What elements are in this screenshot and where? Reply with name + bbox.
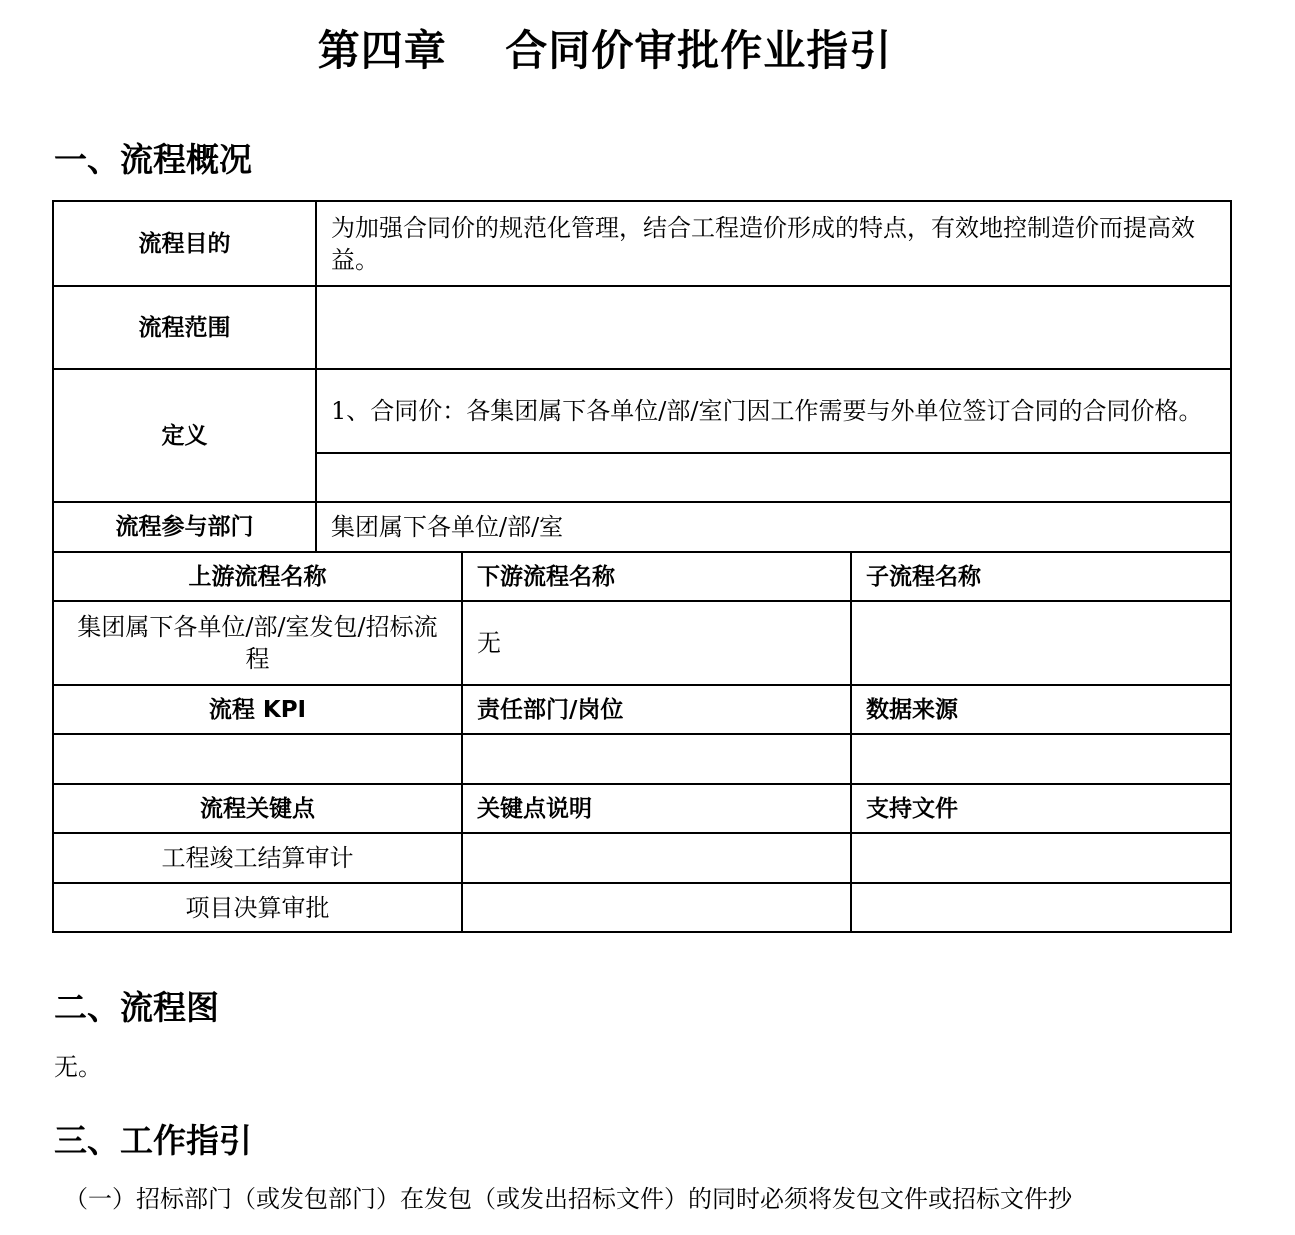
section-heading-guide: 三、工作指引	[54, 1121, 252, 1160]
data-source-value	[851, 734, 1231, 784]
guide-paragraph: （一）招标部门（或发包部门）在发包（或发出招标文件）的同时必须将发包文件或招标文件抄	[64, 1185, 1072, 1213]
keypoint-value: 项目决算审批	[53, 883, 462, 932]
section-heading-flowchart: 二、流程图	[54, 988, 219, 1027]
keypoint-desc-header: 关键点说明	[462, 784, 851, 833]
subprocess-header: 子流程名称	[851, 552, 1231, 601]
definition-label: 定义	[53, 369, 316, 502]
keypoint-desc-value	[462, 883, 851, 932]
downstream-value: 无	[462, 601, 851, 685]
departments-text: 集团属下各单位/部/室	[316, 502, 1231, 552]
keypoint-desc-value	[462, 833, 851, 883]
purpose-label: 流程目的	[53, 201, 316, 286]
definition-text: 1、合同价：各集团属下各单位/部/室门因工作需要与外单位签订合同的合同价格。	[316, 369, 1231, 453]
subprocess-value	[851, 601, 1231, 685]
flowchart-text: 无。	[54, 1053, 102, 1081]
table-row	[53, 369, 1231, 453]
keypoint-header: 流程关键点	[53, 784, 462, 833]
table-row	[53, 552, 1231, 601]
downstream-header: 下游流程名称	[462, 552, 851, 601]
chapter-title: 第四章 合同价审批作业指引	[317, 26, 893, 75]
definition-text-empty	[316, 453, 1231, 502]
table-row	[53, 883, 1231, 932]
upstream-value: 集团属下各单位/部/室发包/招标流程	[53, 601, 462, 685]
table-row	[53, 833, 1231, 883]
table-row	[53, 685, 1231, 734]
support-file-value	[851, 833, 1231, 883]
upstream-header: 上游流程名称	[53, 552, 462, 601]
table-row	[53, 784, 1231, 833]
scope-label: 流程范围	[53, 286, 316, 369]
data-source-header: 数据来源	[851, 685, 1231, 734]
table-row	[53, 734, 1231, 784]
keypoint-value: 工程竣工结算审计	[53, 833, 462, 883]
section-heading-overview: 一、流程概况	[54, 140, 252, 179]
table-row	[53, 286, 1231, 369]
table-row	[53, 201, 1231, 286]
kpi-value	[53, 734, 462, 784]
purpose-text: 为加强合同价的规范化管理，结合工程造价形成的特点，有效地控制造价而提高效益。	[316, 201, 1231, 286]
responsible-value	[462, 734, 851, 784]
table-row	[53, 601, 1231, 685]
process-overview-table	[52, 200, 1232, 933]
responsible-header: 责任部门/岗位	[462, 685, 851, 734]
support-file-header: 支持文件	[851, 784, 1231, 833]
scope-text	[316, 286, 1231, 369]
table-row	[53, 502, 1231, 552]
support-file-value	[851, 883, 1231, 932]
departments-label: 流程参与部门	[53, 502, 316, 552]
kpi-header: 流程 KPI	[53, 685, 462, 734]
